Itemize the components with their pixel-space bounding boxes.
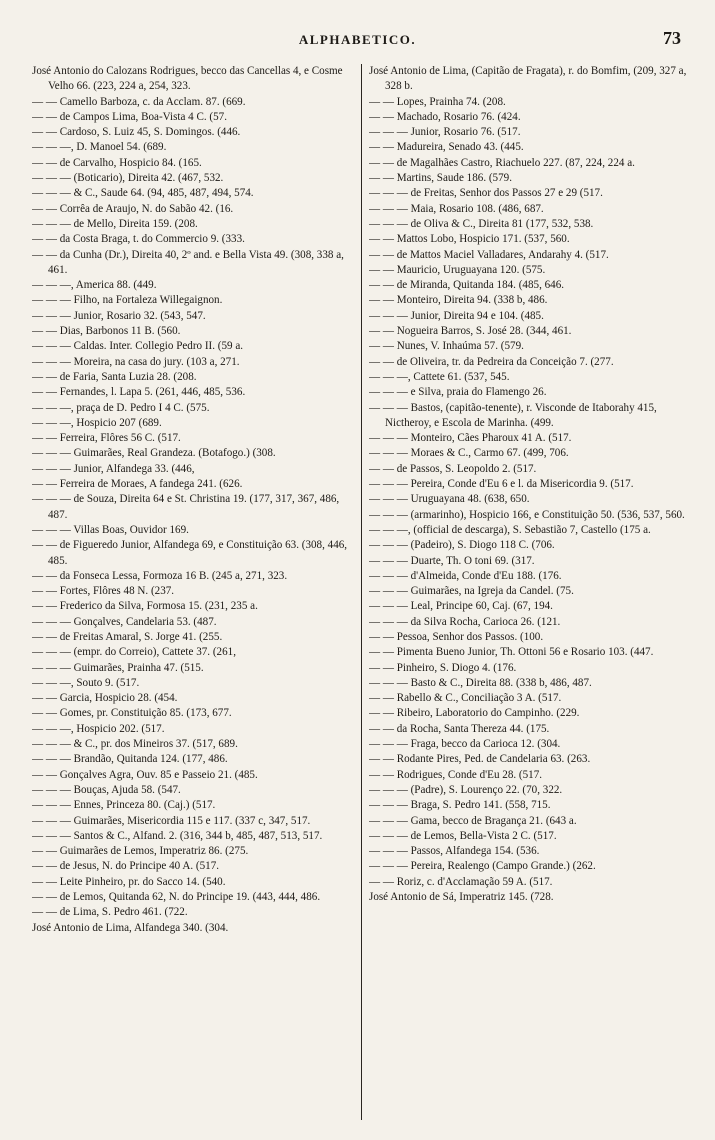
directory-entry: — — — (Padeiro), S. Diogo 118 C. (706. bbox=[369, 539, 555, 552]
directory-entry: — — —, (official de descarga), S. Sebastião 7, Castello (175 a. bbox=[369, 523, 651, 536]
directory-entry: — — Leite Pinheiro, pr. do Sacco 14. (540. bbox=[32, 875, 226, 888]
directory-entry: — — — de Freitas, Senhor dos Passos 27 e 29 (517. bbox=[369, 187, 603, 200]
directory-entry: José Antonio de Sá, Imperatriz 145. (728. bbox=[369, 891, 554, 904]
directory-entry: — — de Lima, S. Pedro 461. (722. bbox=[32, 906, 188, 919]
directory-entry: — — Nunes, V. Inhaúma 57. (579. bbox=[369, 340, 524, 353]
directory-entry: — — — Guimarães, Prainha 47. (515. bbox=[32, 661, 204, 674]
directory-entry: — — — Uruguayana 48. (638, 650. bbox=[369, 493, 530, 506]
directory-entry: — — — Ennes, Princeza 80. (Caj.) (517. bbox=[32, 799, 216, 812]
directory-entry: — — — Brandão, Quitanda 124. (177, 486. bbox=[32, 753, 228, 766]
directory-entry: — — Garcia, Hospicio 28. (454. bbox=[32, 692, 178, 705]
directory-entry: — — Mattos Lobo, Hospicio 171. (537, 560. bbox=[369, 233, 570, 246]
column-divider bbox=[361, 64, 362, 1120]
directory-entry: — — — (Padre), S. Lourenço 22. (70, 322. bbox=[369, 783, 563, 796]
directory-entry: — — Pessoa, Senhor dos Passos. (100. bbox=[369, 630, 544, 643]
directory-entry: — — — Filho, na Fortaleza Willegaignon. bbox=[32, 294, 223, 307]
directory-entry: — — — Basto & C., Direita 88. (338 b, 486, 487. bbox=[369, 676, 592, 689]
directory-entry: — — Gomes, pr. Constituição 85. (173, 677. bbox=[32, 707, 232, 720]
directory-entry: — — — Guimarães, Misericordia 115 e 117. (337 c, 347, 517. bbox=[32, 814, 311, 827]
directory-entry: — — de Jesus, N. do Principe 40 A. (517. bbox=[32, 860, 220, 873]
directory-entry: — — — (empr. do Correio), Cattete 37. (261, bbox=[32, 646, 236, 659]
directory-entry: — — Martins, Saude 186. (579. bbox=[369, 172, 512, 185]
directory-entry: — — de Passos, S. Leopoldo 2. (517. bbox=[369, 462, 537, 475]
directory-entry: — — — de Oliva & C., Direita 81 (177, 532, 538. bbox=[369, 217, 594, 230]
directory-entry: — — —, America 88. (449. bbox=[32, 279, 157, 292]
directory-entry: — — — Maia, Rosario 108. (486, 687. bbox=[369, 202, 544, 215]
directory-entry: — — de Faria, Santa Luzia 28. (208. bbox=[32, 370, 197, 383]
directory-entry: — — —, praça de D. Pedro I 4 C. (575. bbox=[32, 401, 210, 414]
directory-entry: — — — & C., pr. dos Mineiros 37. (517, 689. bbox=[32, 738, 238, 751]
page-header bbox=[0, 30, 715, 56]
directory-entry: José Antonio do Calozans Rodrigues, becco das Cancellas 4, e Cosme Velho 66. (223, 224 a, 254, 323. bbox=[32, 65, 343, 93]
directory-entry: — — — Villas Boas, Ouvidor 169. bbox=[32, 523, 189, 536]
directory-entry: — — Madureira, Senado 43. (445. bbox=[369, 141, 524, 154]
page-number: 73 bbox=[663, 28, 681, 48]
directory-entry: — — de Mattos Maciel Valladares, Andarahy 4. (517. bbox=[369, 248, 609, 261]
directory-entry: — — — de Mello, Direita 159. (208. bbox=[32, 217, 198, 230]
directory-entry: — — de Miranda, Quitanda 184. (485, 646. bbox=[369, 279, 565, 292]
left-column bbox=[32, 64, 352, 1134]
directory-entry: — — Fortes, Flôres 48 N. (237. bbox=[32, 585, 175, 598]
directory-entry: — — —, Hospicio 202. (517. bbox=[32, 722, 165, 735]
page-title: ALPHABETICO. bbox=[298, 32, 417, 47]
directory-entry: — — — Braga, S. Pedro 141. (558, 715. bbox=[369, 799, 551, 812]
directory-entry: — — da Rocha, Santa Thereza 44. (175. bbox=[369, 722, 550, 735]
directory-entry: — — — Guimarães, na Igreja da Candel. (75. bbox=[369, 585, 574, 598]
directory-entry: — — — d'Almeida, Conde d'Eu 188. (176. bbox=[369, 569, 562, 582]
directory-entry: — — Dias, Barbonos 11 B. (560. bbox=[32, 325, 181, 338]
directory-entry: José Antonio de Lima, (Capitão de Fragata), r. do Bomfim, (209, 327 a, 328 b. bbox=[369, 65, 687, 93]
directory-entry: — — Rodante Pires, Ped. de Candelaria 63. (263. bbox=[369, 753, 591, 766]
directory-entry: — — — Junior, Rosario 32. (543, 547. bbox=[32, 309, 206, 322]
directory-entry: — — — & C., Saude 64. (94, 485, 487, 494, 574. bbox=[32, 187, 254, 200]
directory-entry: — — — de Souza, Direita 64 e St. Christina 19. (177, 317, 367, 486, 487. bbox=[32, 493, 340, 521]
directory-entry: — — de Magalhães Castro, Riachuelo 227. (87, 224, 224 a. bbox=[369, 156, 635, 169]
directory-entry: — — — Bouças, Ajuda 58. (547. bbox=[32, 783, 181, 796]
directory-entry: — — Roriz, c. d'Acclamação 59 A. (517. bbox=[369, 875, 553, 888]
directory-entry: — — — (armarinho), Hospicio 166, e Constituição 50. (536, 537, 560. bbox=[369, 508, 685, 521]
directory-entry: — — Mauricio, Uruguayana 120. (575. bbox=[369, 263, 546, 276]
directory-entry: — — Monteiro, Direita 94. (338 b, 486. bbox=[369, 294, 548, 307]
directory-entry: — — — Guimarães, Real Grandeza. (Botafogo.) (308. bbox=[32, 447, 276, 460]
directory-entry: — — — Gama, becco de Bragança 21. (643 a. bbox=[369, 814, 577, 827]
directory-entry: — — — Moreira, na casa do jury. (103 a, 271. bbox=[32, 355, 240, 368]
directory-entry: — — — Junior, Direita 94 e 104. (485. bbox=[369, 309, 544, 322]
directory-entry: — — — Monteiro, Cães Pharoux 41 A. (517. bbox=[369, 432, 572, 445]
directory-entry: — — — Caldas. Inter. Collegio Pedro II. (59 a. bbox=[32, 340, 244, 353]
directory-entry: — — — da Silva Rocha, Carioca 26. (121. bbox=[369, 615, 561, 628]
directory-entry: — — — Pereira, Realengo (Campo Grande.) (262. bbox=[369, 860, 596, 873]
directory-entry: — — — Santos & C., Alfand. 2. (316, 344 b, 485, 487, 513, 517. bbox=[32, 829, 323, 842]
directory-entry: — — Corrêa de Araujo, N. do Sabão 42. (16. bbox=[32, 202, 234, 215]
directory-entry: — — Rabello & C., Conciliação 3 A. (517. bbox=[369, 692, 562, 705]
directory-entry: José Antonio de Lima, Alfandega 340. (304. bbox=[32, 921, 229, 934]
directory-entry: — — Ribeiro, Laboratorio do Campinho. (229. bbox=[369, 707, 580, 720]
directory-entry: — — de Oliveira, tr. da Pedreira da Conceição 7. (277. bbox=[369, 355, 614, 368]
directory-entry: — — Gonçalves Agra, Ouv. 85 e Passeio 21. (485. bbox=[32, 768, 258, 781]
directory-entry: — — — Bastos, (capitão-tenente), r. Visconde de Itaborahy 415, Nictheroy, e Escola de Marinha. (499. bbox=[369, 401, 657, 429]
directory-entry: — — —, D. Manoel 54. (689. bbox=[32, 141, 167, 154]
directory-entry: — — —, Hospicio 207 (689. bbox=[32, 416, 162, 429]
directory-entry: — — — de Lemos, Bella-Vista 2 C. (517. bbox=[369, 829, 557, 842]
directory-entry: — — — Pereira, Conde d'Eu 6 e l. da Misericordia 9. (517. bbox=[369, 478, 634, 491]
directory-entry: — — Machado, Rosario 76. (424. bbox=[369, 110, 521, 123]
directory-entry: — — de Lemos, Quitanda 62, N. do Principe 19. (443, 444, 486. bbox=[32, 891, 321, 904]
directory-entry: — — Lopes, Prainha 74. (208. bbox=[369, 95, 506, 108]
right-column bbox=[369, 64, 691, 1134]
directory-entry: — — —, Souto 9. (517. bbox=[32, 676, 140, 689]
directory-entry: — — — Leal, Principe 60, Caj. (67, 194. bbox=[369, 600, 553, 613]
directory-entry: — — Frederico da Silva, Formosa 15. (231, 235 a. bbox=[32, 600, 258, 613]
directory-entry: — — da Fonseca Lessa, Formoza 16 B. (245 a, 271, 323. bbox=[32, 569, 288, 582]
directory-entry: — — — (Boticario), Direita 42. (467, 532. bbox=[32, 172, 224, 185]
directory-entry: — — de Carvalho, Hospicio 84. (165. bbox=[32, 156, 202, 169]
directory-entry: — — — e Silva, praia do Flamengo 26. bbox=[369, 386, 547, 399]
directory-entry: — — de Freitas Amaral, S. Jorge 41. (255. bbox=[32, 630, 223, 643]
directory-entry: — — — Duarte, Th. O toni 69. (317. bbox=[369, 554, 535, 567]
directory-entry: — — — Gonçalves, Candelaria 53. (487. bbox=[32, 615, 217, 628]
directory-entry: — — de Campos Lima, Boa-Vista 4 C. (57. bbox=[32, 110, 227, 123]
directory-entry: — — — Fraga, becco da Carioca 12. (304. bbox=[369, 738, 561, 751]
directory-entry: — — Pimenta Bueno Junior, Th. Ottoni 56 e Rosario 103. (447. bbox=[369, 646, 654, 659]
directory-entry: — — — Junior, Rosario 76. (517. bbox=[369, 126, 521, 139]
directory-entry: — — Cardoso, S. Luiz 45, S. Domingos. (446. bbox=[32, 126, 241, 139]
directory-entry: — — —, Cattete 61. (537, 545. bbox=[369, 370, 510, 383]
directory-entry: — — Ferreira, Flôres 56 C. (517. bbox=[32, 432, 181, 445]
directory-entry: — — Pinheiro, S. Diogo 4. (176. bbox=[369, 661, 517, 674]
directory-entry: — — — Passos, Alfandega 154. (536. bbox=[369, 845, 540, 858]
directory-entry: — — Nogueira Barros, S. José 28. (344, 461. bbox=[369, 325, 572, 338]
directory-entry: — — da Costa Braga, t. do Commercio 9. (333. bbox=[32, 233, 245, 246]
directory-entry: — — Rodrigues, Conde d'Eu 28. (517. bbox=[369, 768, 543, 781]
directory-entry: — — Fernandes, l. Lapa 5. (261, 446, 485, 536. bbox=[32, 386, 246, 399]
directory-entry: — — — Junior, Alfandega 33. (446, bbox=[32, 462, 195, 475]
directory-entry: — — Camello Barboza, c. da Acclam. 87. (669. bbox=[32, 95, 246, 108]
directory-entry: — — da Cunha (Dr.), Direita 40, 2º and. e Bella Vista 49. (308, 338 a, 461. bbox=[32, 248, 344, 276]
directory-entry: — — Guimarães de Lemos, Imperatriz 86. (275. bbox=[32, 845, 249, 858]
directory-entry: — — — Moraes & C., Carmo 67. (499, 706. bbox=[369, 447, 569, 460]
directory-entry: — — de Figueredo Junior, Alfandega 69, e Constituição 63. (308, 446, 485. bbox=[32, 539, 348, 567]
directory-entry: — — Ferreira de Moraes, A fandega 241. (626. bbox=[32, 478, 243, 491]
